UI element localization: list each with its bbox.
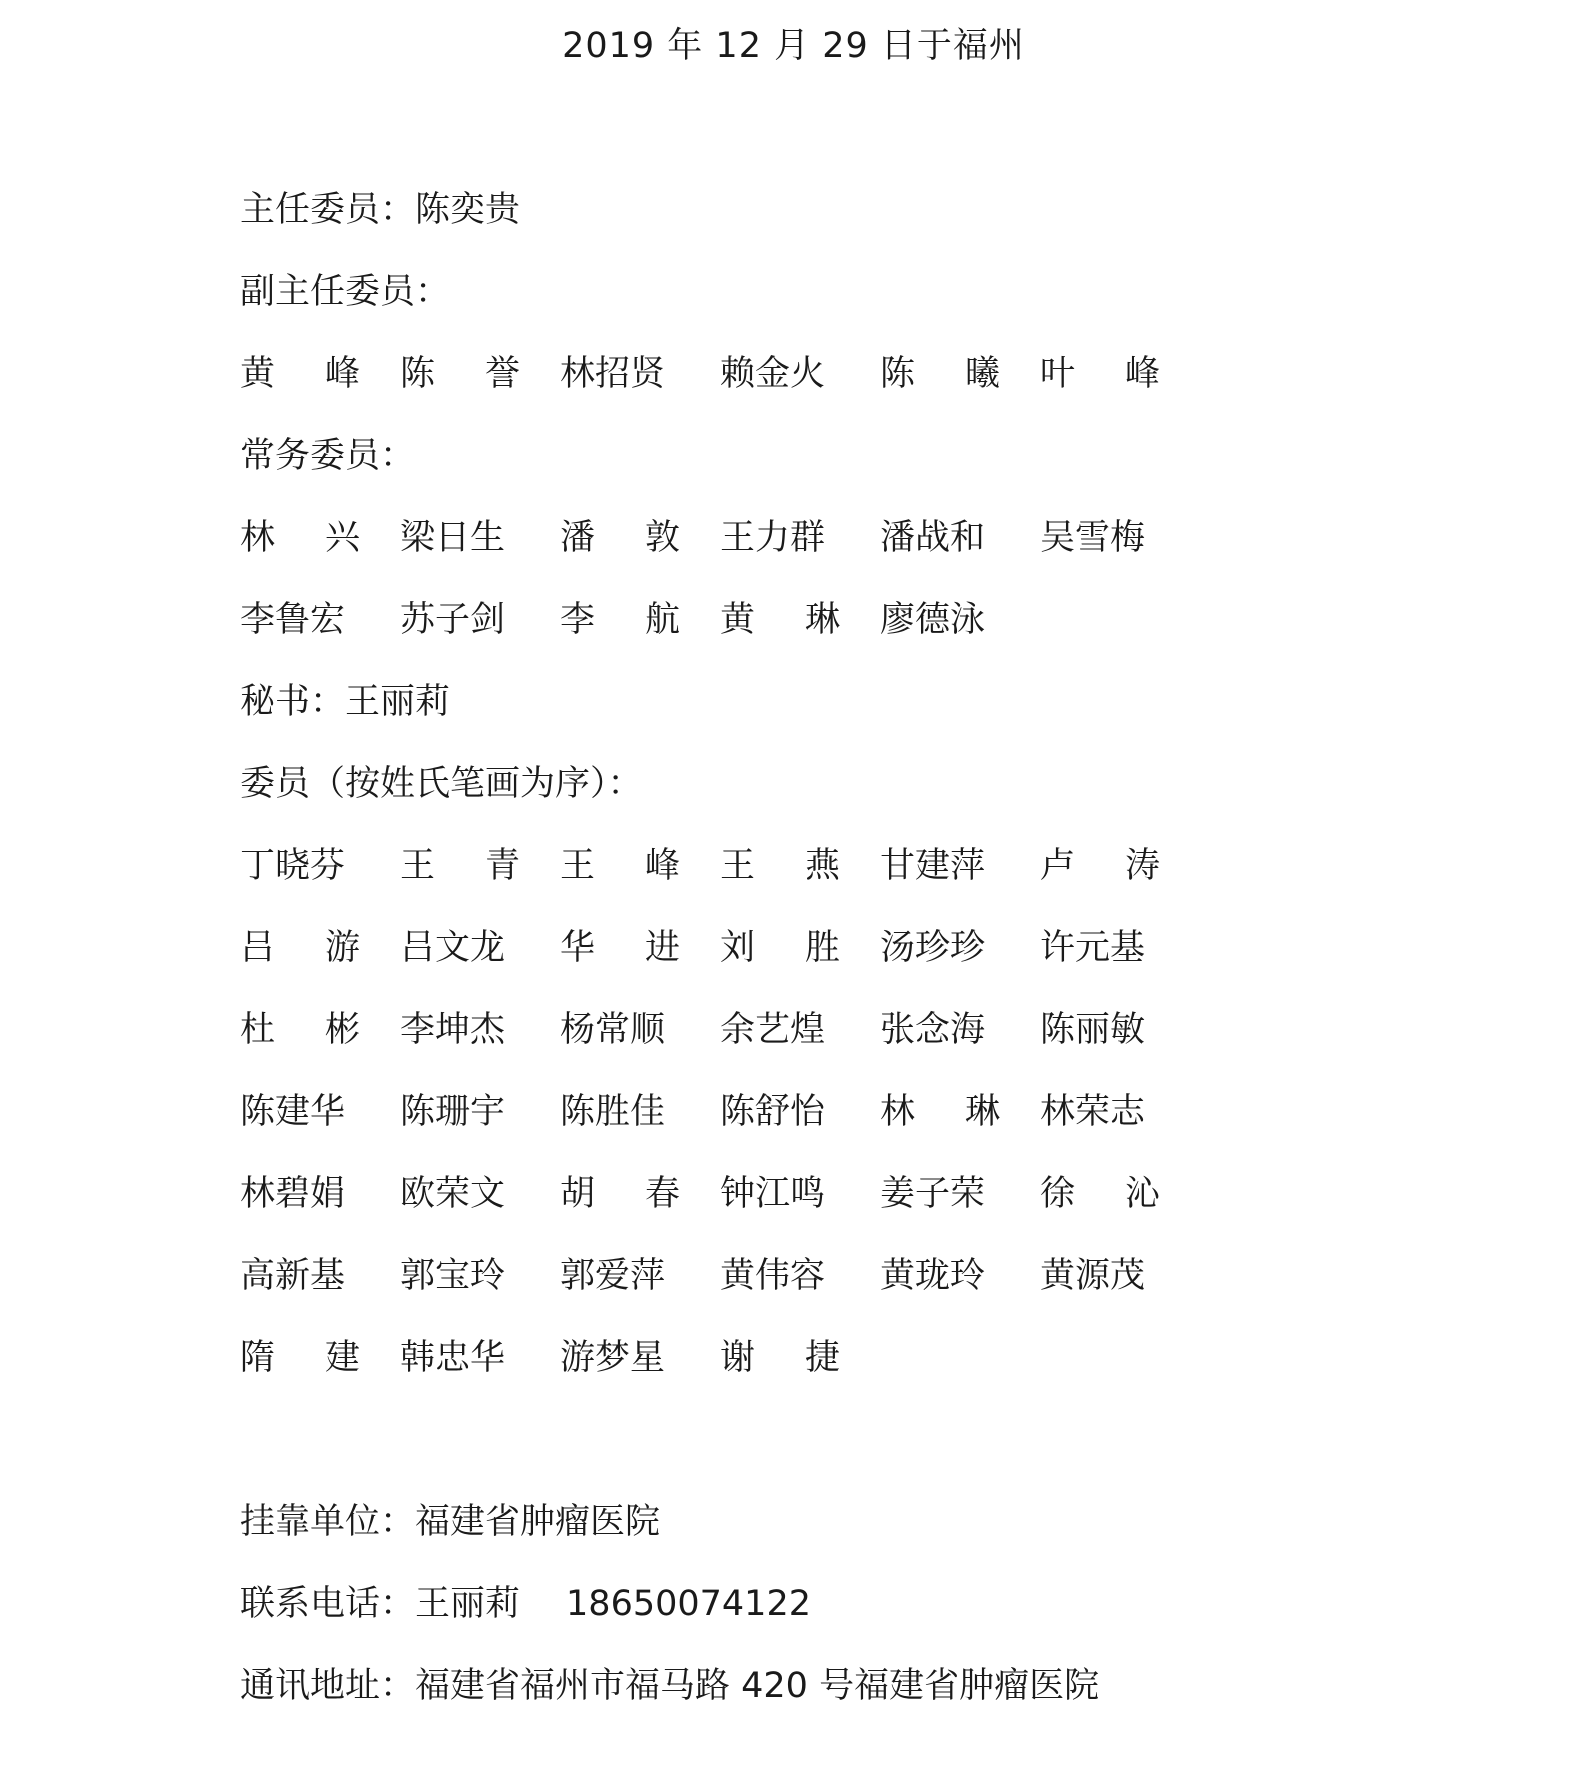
member-name: 许 元 基	[1040, 928, 1146, 968]
members-row-4	[240, 1088, 1340, 1136]
address-label: 通讯地址：	[240, 1666, 416, 1706]
member-name: 王 峰	[560, 846, 680, 886]
member-name: 王 力 群	[720, 518, 826, 558]
contact-line	[240, 1580, 811, 1628]
member-name: 胡 春	[560, 1174, 680, 1214]
member-name: 叶 峰	[1040, 354, 1160, 394]
member-name: 谢 捷	[720, 1338, 840, 1378]
member-name: 潘 敦	[560, 518, 680, 558]
member-name: 林 招 贤	[560, 354, 666, 394]
secretary-line	[240, 678, 450, 726]
member-name: 杜 彬	[240, 1010, 360, 1050]
member-name: 梁 日 生	[400, 518, 506, 558]
date-location-line: 2019 年 12 月 29 日于福州	[562, 26, 1025, 66]
member-name: 陈 珊 宇	[400, 1092, 506, 1132]
member-name: 卢 涛	[1040, 846, 1160, 886]
member-name: 丁 晓 芬	[240, 846, 346, 886]
affiliation-line	[240, 1498, 660, 1546]
member-name: 廖 德 泳	[880, 600, 986, 640]
member-name: 陈 誉	[400, 354, 520, 394]
standing-members-label: 常务委员：	[240, 436, 416, 476]
member-name: 陈 曦	[880, 354, 1000, 394]
member-name: 汤 珍 珍	[880, 928, 986, 968]
chair-label: 主任委员：	[240, 190, 416, 230]
affiliation-value: 福建省肿瘤医院	[415, 1502, 661, 1542]
vice-chairs-label: 副主任委员：	[240, 272, 451, 312]
contact-phone: 18650074122	[566, 1584, 811, 1624]
member-name: 姜 子 荣	[880, 1174, 986, 1214]
member-name: 郭 宝 玲	[400, 1256, 506, 1296]
member-name: 张 念 海	[880, 1010, 986, 1050]
member-name: 黄 源 茂	[1040, 1256, 1146, 1296]
contact-label: 联系电话：	[240, 1584, 416, 1624]
secretary-label: 秘书：	[240, 682, 346, 722]
member-name: 苏 子 剑	[400, 600, 506, 640]
member-name: 林 兴	[240, 518, 360, 558]
member-name: 李 鲁 宏	[240, 600, 346, 640]
member-name: 黄 伟 容	[720, 1256, 826, 1296]
affiliation-label: 挂靠单位：	[240, 1502, 416, 1542]
standing-members-row-1	[240, 514, 1340, 562]
member-name: 游 梦 星	[560, 1338, 666, 1378]
member-name: 陈 胜 佳	[560, 1092, 666, 1132]
address-value: 福建省福州市福马路 420 号福建省肿瘤医院	[415, 1666, 1100, 1706]
member-name: 华 进	[560, 928, 680, 968]
secretary-name: 王丽莉	[345, 682, 451, 722]
member-name: 黄 琳	[720, 600, 840, 640]
member-name: 陈 建 华	[240, 1092, 346, 1132]
member-name: 吴 雪 梅	[1040, 518, 1146, 558]
member-name: 甘 建 萍	[880, 846, 986, 886]
members-row-5	[240, 1170, 1340, 1218]
members-label: 委员（按姓氏笔画为序）：	[240, 764, 643, 804]
member-name: 王 燕	[720, 846, 840, 886]
members-row-3	[240, 1006, 1340, 1054]
member-name: 高 新 基	[240, 1256, 346, 1296]
member-name: 隋 建	[240, 1338, 360, 1378]
member-name: 林 琳	[880, 1092, 1000, 1132]
member-name: 徐 沁	[1040, 1174, 1160, 1214]
member-name: 吕 游	[240, 928, 360, 968]
member-name: 刘 胜	[720, 928, 840, 968]
member-name: 杨 常 顺	[560, 1010, 666, 1050]
member-name: 李 坤 杰	[400, 1010, 506, 1050]
standing-members-row-2	[240, 596, 1340, 644]
member-name: 王 青	[400, 846, 520, 886]
members-row-7	[240, 1334, 1340, 1382]
member-name: 陈 丽 敏	[1040, 1010, 1146, 1050]
members-row-2	[240, 924, 1340, 972]
member-name: 余 艺 煌	[720, 1010, 826, 1050]
member-name: 赖 金 火	[720, 354, 826, 394]
address-line	[240, 1662, 1099, 1710]
member-name: 李 航	[560, 600, 680, 640]
vice-chairs-row-1	[240, 350, 1340, 398]
member-name: 潘 战 和	[880, 518, 986, 558]
member-name: 吕 文 龙	[400, 928, 506, 968]
contact-name: 王丽莉	[415, 1584, 521, 1624]
members-row-6	[240, 1252, 1340, 1300]
member-name: 黄 峰	[240, 354, 360, 394]
chair-line	[240, 186, 520, 234]
member-name: 林 荣 志	[1040, 1092, 1146, 1132]
member-name: 林 碧 娟	[240, 1174, 346, 1214]
members-row-1	[240, 842, 1340, 890]
member-name: 欧 荣 文	[400, 1174, 506, 1214]
member-name: 陈 舒 怡	[720, 1092, 826, 1132]
member-name: 钟 江 鸣	[720, 1174, 826, 1214]
member-name: 韩 忠 华	[400, 1338, 506, 1378]
member-name: 黄 珑 玲	[880, 1256, 986, 1296]
chair-name: 陈奕贵	[415, 190, 521, 230]
member-name: 郭 爱 萍	[560, 1256, 666, 1296]
